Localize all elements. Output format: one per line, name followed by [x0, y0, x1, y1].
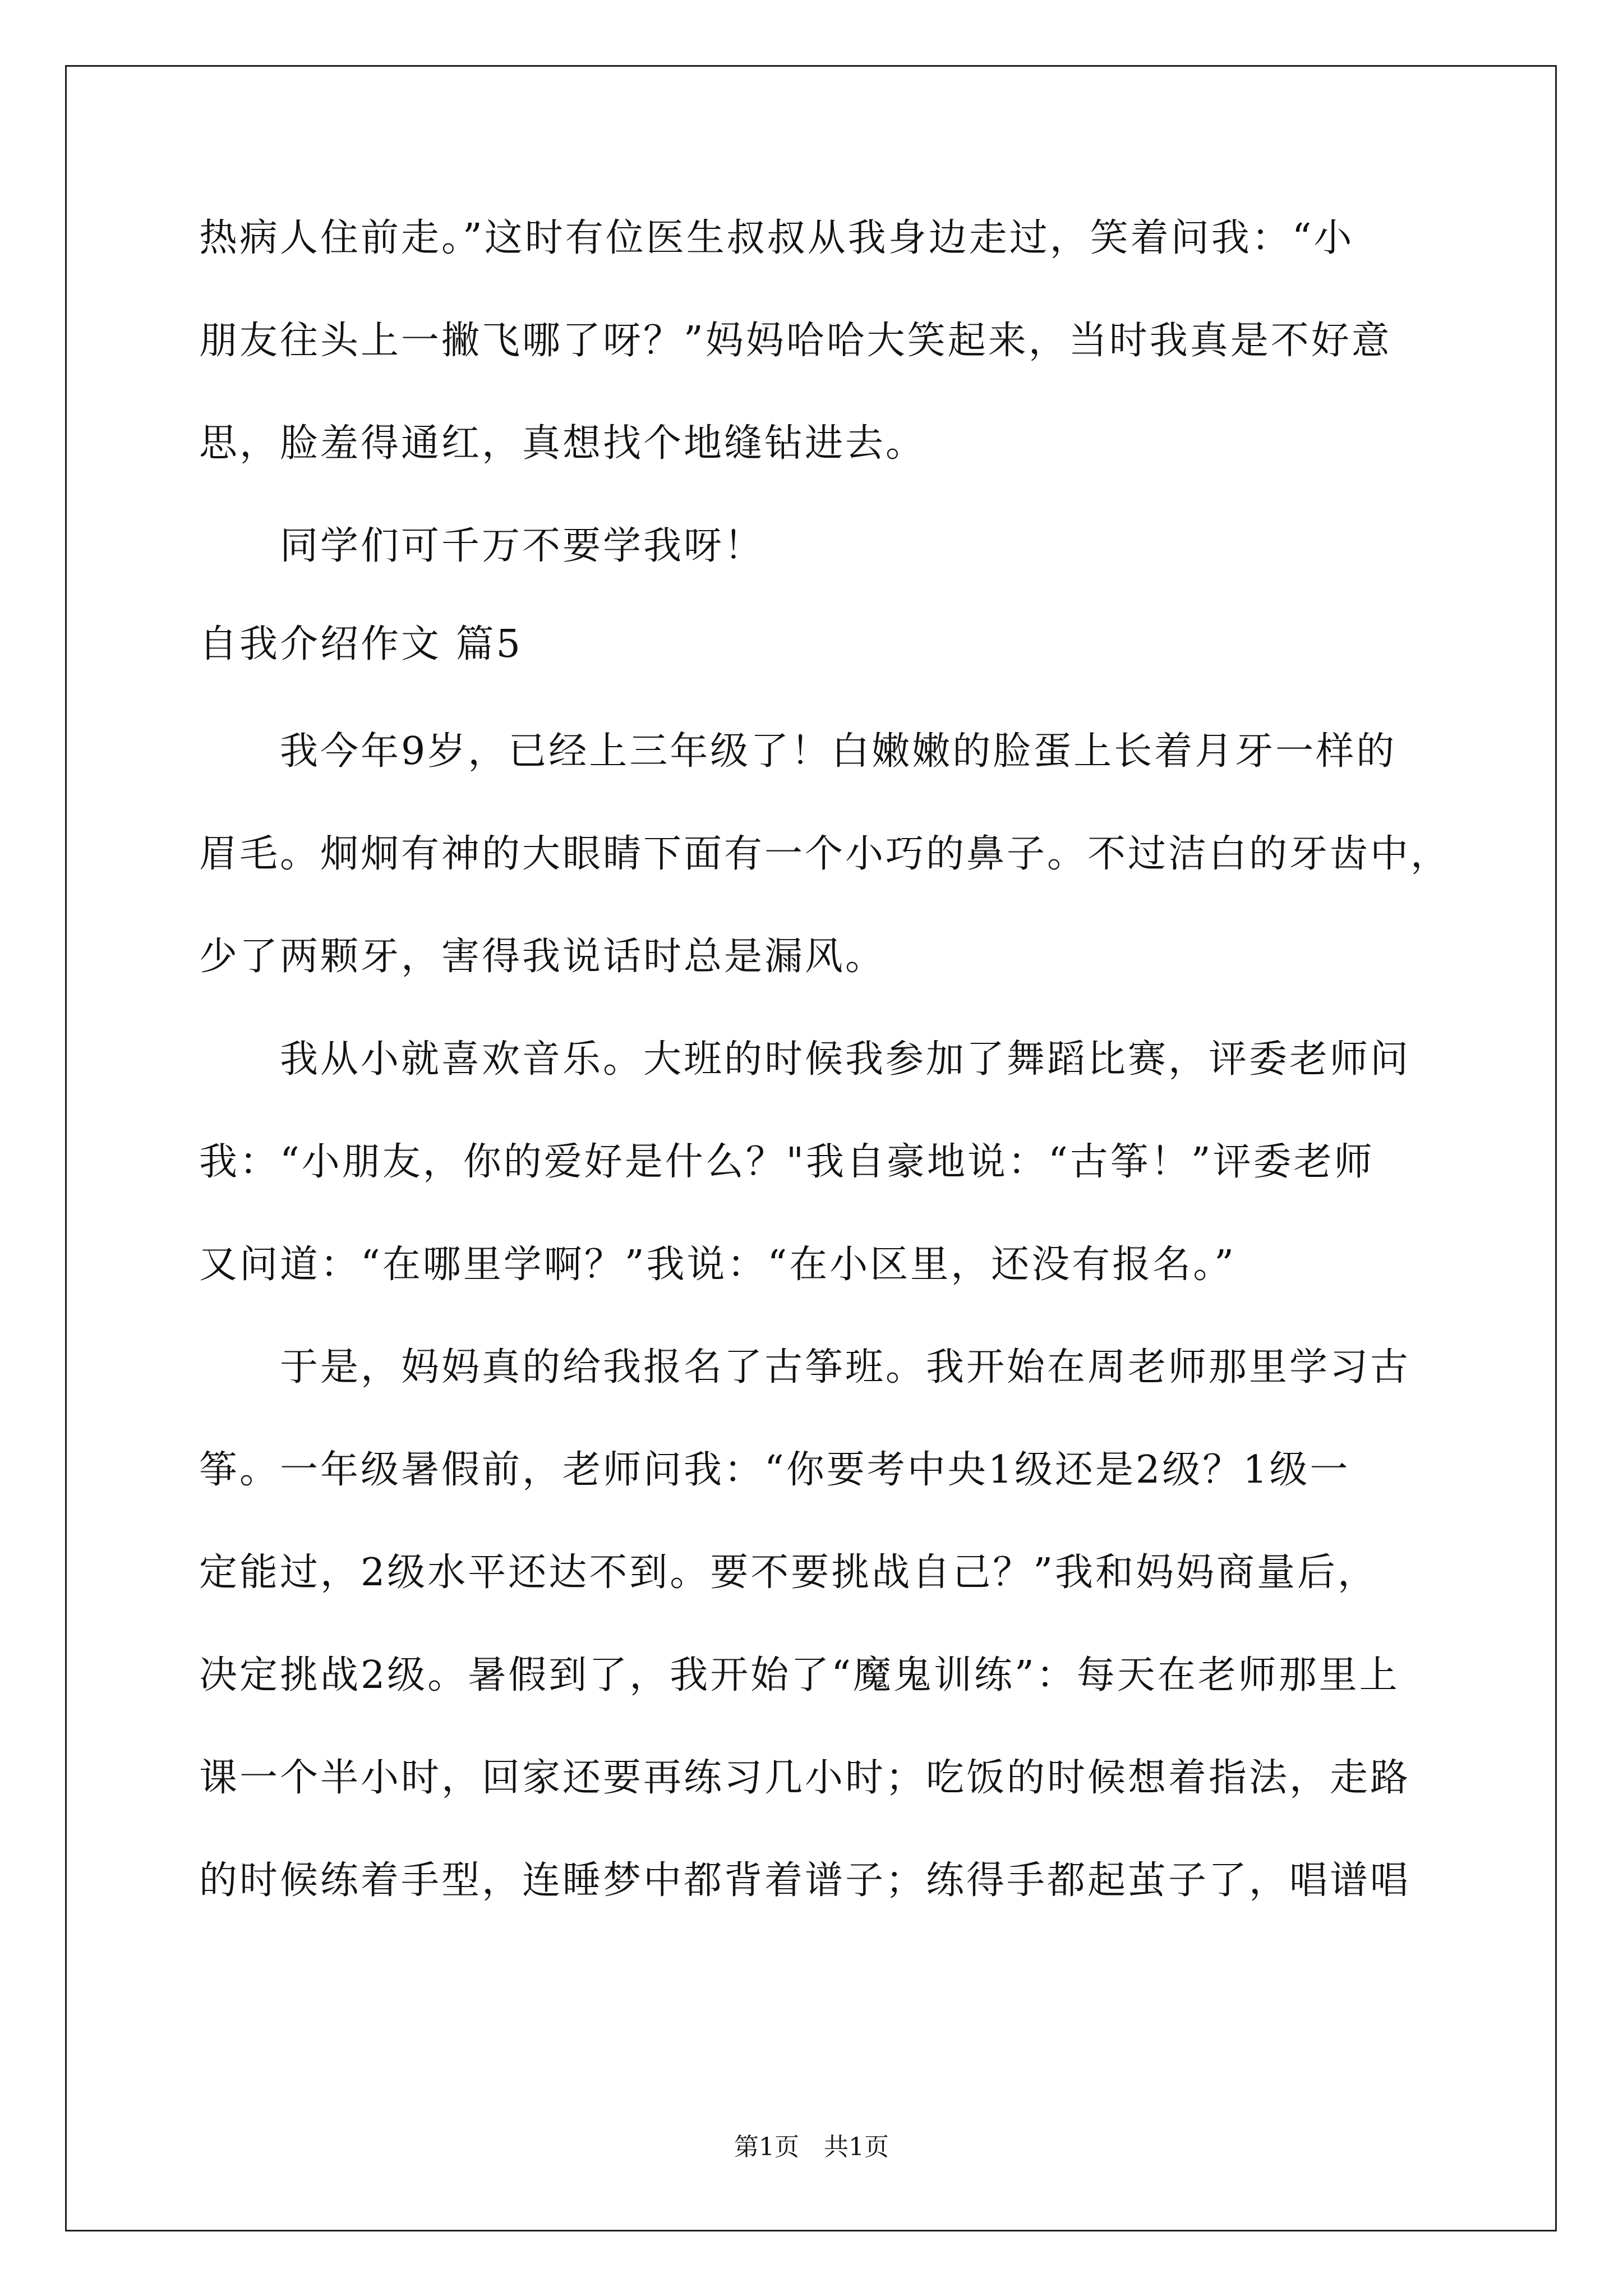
- text-line: 筝。一年级暑假前，老师问我：“你要考中央1级还是2级？1级一: [199, 1448, 1350, 1492]
- text-line: 又问道：“在哪里学啊？”我说：“在小区里，还没有报名。”: [199, 1243, 1237, 1287]
- page-number: 第1页 共1页: [734, 2133, 889, 2161]
- text-line: 定能过，2级水平还达不到。要不要挑战自己？”我和妈妈商量后，: [199, 1550, 1378, 1595]
- text-line: 我今年9岁，已经上三年级了！白嫩嫩的脸蛋上长着月牙一样的: [199, 729, 1397, 774]
- text-line: 思，脸羞得通红，真想找个地缝钻进去。: [199, 421, 926, 466]
- text-line: 朋友往头上一撇飞哪了呀？”妈妈哈哈大笑起来，当时我真是不好意: [199, 319, 1392, 363]
- text-line: 眉毛。炯炯有神的大眼睛下面有一个小巧的鼻子。不过洁白的牙齿中，: [199, 832, 1451, 876]
- text-line: 决定挑战2级。暑假到了，我开始了“魔鬼训练”：每天在老师那里上: [199, 1653, 1400, 1697]
- text-line: 少了两颗牙，害得我说话时总是漏风。: [199, 935, 886, 979]
- text-line: 的时候练着手型，连睡梦中都背着谱子；练得手都起茧子了，唱谱唱: [199, 1858, 1411, 1903]
- text-line: 我从小就喜欢音乐。大班的时候我参加了舞蹈比赛，评委老师问: [199, 1037, 1411, 1082]
- section-heading: 自我介绍作文 篇5: [199, 622, 523, 666]
- text-line: 同学们可千万不要学我呀！: [199, 524, 765, 568]
- text-line: 课一个半小时，回家还要再练习几小时；吃饭的时候想着指法，走路: [199, 1756, 1411, 1800]
- text-line: 于是，妈妈真的给我报名了古筝班。我开始在周老师那里学习古: [199, 1345, 1411, 1389]
- text-line: 热病人住前走。”这时有位医生叔叔从我身边走过，笑着问我：“小: [199, 216, 1354, 260]
- text-line: 我：“小朋友，你的爱好是什么？"我自豪地说：“古筝！”评委老师: [199, 1140, 1375, 1184]
